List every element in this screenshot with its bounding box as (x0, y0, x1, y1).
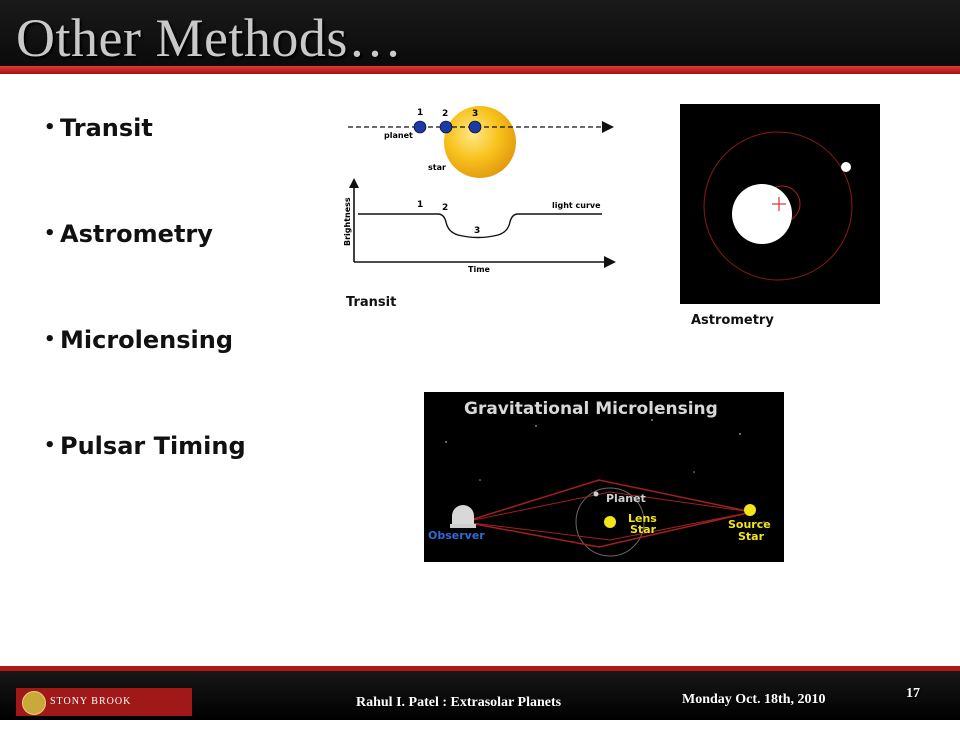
astrometry-caption: Astrometry (691, 313, 774, 328)
y-axis-arrowhead (349, 178, 359, 188)
source-star (744, 504, 756, 516)
x-axis-arrowhead (604, 256, 616, 268)
planet-dot (841, 162, 851, 172)
university-logo (16, 688, 192, 735)
label-n3: 3 (472, 109, 479, 119)
label-planet: Planet (606, 492, 646, 505)
microlensing-diagram (424, 392, 784, 562)
curve-label-2: 2 (442, 203, 449, 213)
label-source: Source (728, 518, 771, 531)
astrometry-diagram (680, 104, 880, 304)
label-light-curve: light curve (552, 201, 601, 210)
footer-stripe (0, 666, 960, 671)
logo-text: STONY BROOK UNIVERSITY (50, 696, 132, 735)
transit-diagram (340, 104, 620, 284)
label-star: star (428, 163, 446, 172)
curve-label-1: 1 (417, 200, 424, 210)
bullet-item: • Microlensing (44, 326, 234, 354)
bullet-item: • Astrometry (44, 220, 213, 248)
planet-position-3 (469, 121, 481, 133)
star-disk (732, 184, 792, 244)
planet-position-1 (414, 121, 426, 133)
bullet-text: Transit (60, 114, 153, 142)
bullet-text: Pulsar Timing (60, 432, 246, 460)
footer-date: Monday Oct. 18th, 2010 (682, 692, 826, 707)
observer-icon (452, 505, 474, 526)
slide-title: Other Methods… (16, 8, 403, 68)
bullet-item: • Pulsar Timing (44, 432, 246, 460)
bullet-text: Microlensing (60, 326, 234, 354)
path-arrowhead (602, 121, 614, 133)
microlensing-title: Gravitational Microlensing (464, 399, 718, 419)
page-number: 17 (906, 686, 920, 701)
bullet-text: Astrometry (60, 220, 213, 248)
label-observer: Observer (428, 529, 485, 542)
lens-star (604, 516, 616, 528)
observer-base (450, 524, 476, 528)
bullet-item: • Transit (44, 114, 153, 142)
planet-position-2 (440, 121, 452, 133)
footer-author: Rahul I. Patel : Extrasolar Planets (356, 695, 562, 710)
label-n1: 1 (417, 108, 424, 118)
curve-label-3: 3 (474, 226, 481, 236)
label-n2: 2 (442, 109, 449, 119)
label-source-star: Star (738, 530, 765, 543)
label-time: Time (468, 265, 490, 274)
label-lens-star: Star (630, 523, 657, 536)
label-planet: planet (384, 131, 413, 140)
seal-icon (22, 691, 46, 715)
label-brightness: Brightness (343, 197, 352, 246)
label-lens: Lens (628, 512, 657, 525)
star-disk (444, 106, 516, 178)
planet-dot (594, 492, 599, 497)
bullet-list (44, 110, 344, 534)
transit-caption: Transit (346, 295, 397, 310)
